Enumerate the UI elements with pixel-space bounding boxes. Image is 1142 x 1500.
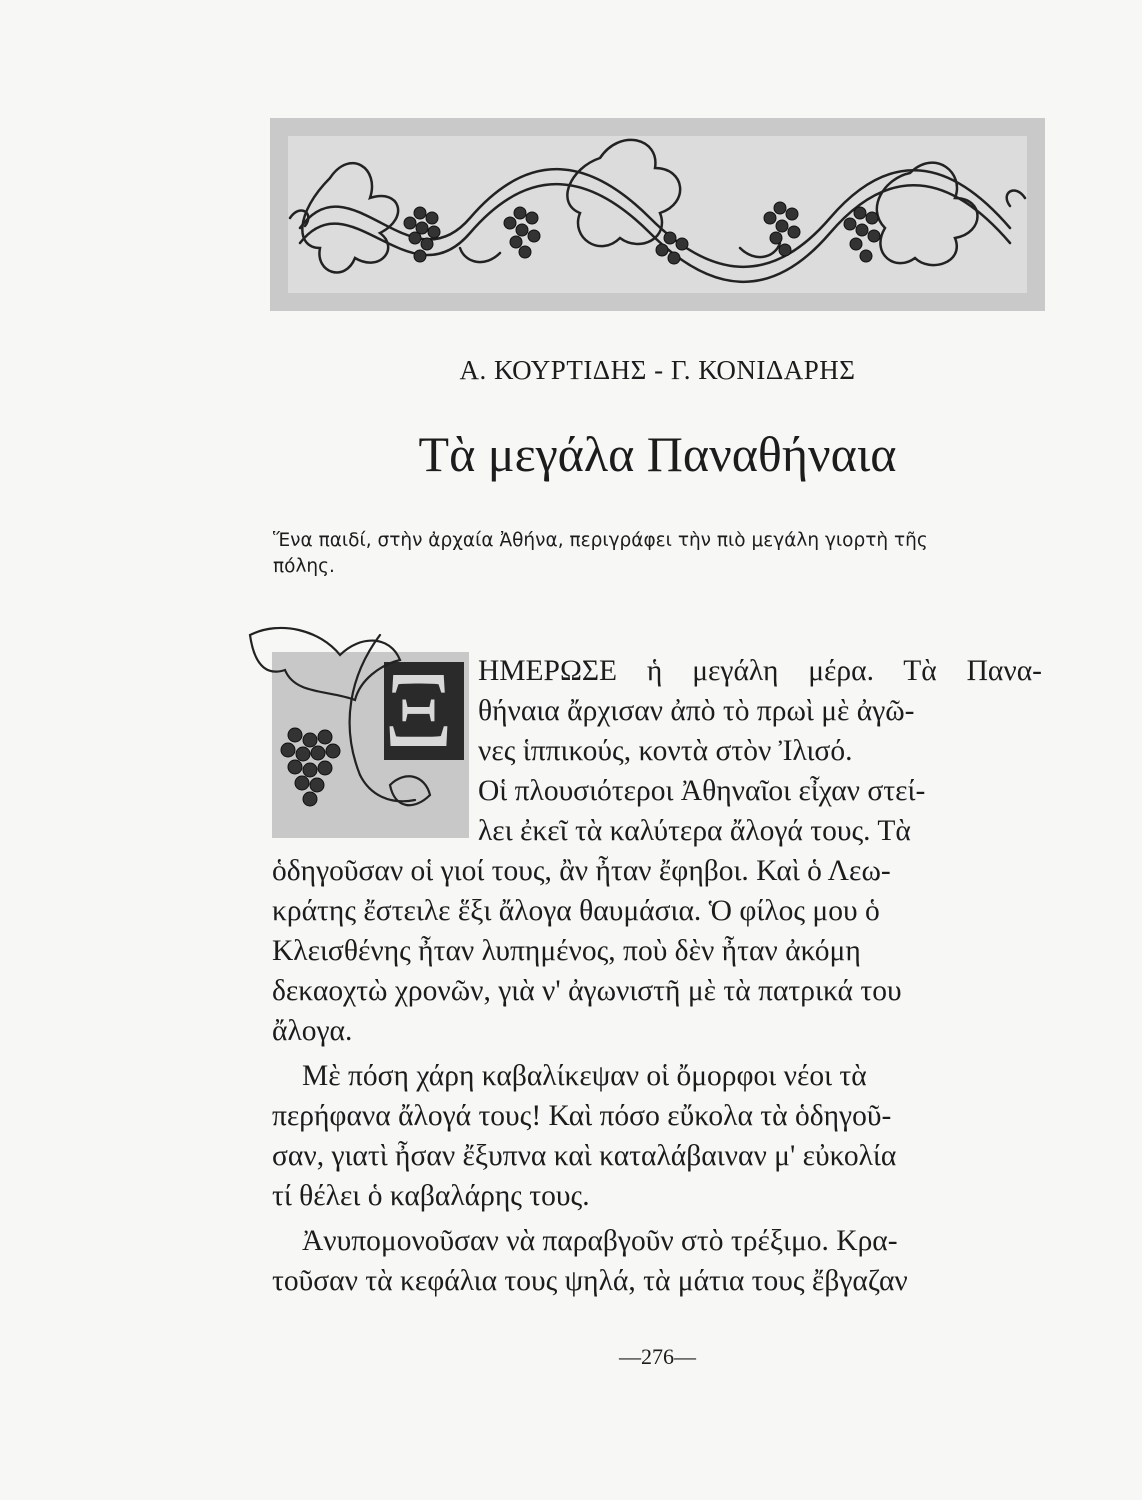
body-line: ΗΜΕΡΩΣΕ ἡ μεγάλη μέρα. Τὰ Πανα- [478, 655, 1042, 687]
body-line: ὁδηγοῦσαν οἱ γιοί τους, ἂν ἦταν ἔφηβοι. Καὶ ὁ Λεω- [272, 855, 891, 887]
body-line: νες ἱππικούς, κοντὰ στὸν Ἰλισό. [478, 735, 853, 767]
body-line: Ἀνυπομονοῦσαν νὰ παραβγοῦν στὸ τρέξιμο. Κρα- [302, 1225, 898, 1257]
subtitle-line: Ἕνα παιδί, στὴν ἀρχαία Ἀθήνα, περιγράφει τὴν πιὸ μεγάλη γιορτὴ τῆς [273, 530, 928, 551]
body-line: Κλεισθένης ἦταν λυπημένος, ποὺ δὲν ἦταν ἀκόμη [272, 935, 861, 967]
body-line: ἄλογα. [272, 1015, 353, 1047]
chapter-subtitle [273, 528, 1045, 580]
body-line: κράτης ἔστειλε ἕξι ἄλογα θαυμάσια. Ὁ φίλος μου ὁ [272, 895, 880, 927]
authors-line: Α. ΚΟΥΡΤΙΔΗΣ - Γ. ΚΟΝΙΔΑΡΗΣ [459, 355, 856, 385]
body-line: δεκαοχτὼ χρονῶν, γιὰ ν' ἀγωνιστῆ μὲ τὰ πατρικά του [272, 975, 902, 1007]
dropcap-letter: Ξ [383, 651, 454, 770]
page-number: —276— [619, 1344, 696, 1369]
vine-banner-ornament [270, 118, 1045, 311]
body-line: τί θέλει ὁ καβαλάρης τους. [272, 1180, 590, 1212]
body-line: λει ἐκεῖ τὰ καλύτερα ἄλογά τους. Τὰ [478, 815, 911, 847]
body-line: περήφανα ἄλογά τους! Καὶ πόσο εὔκολα τὰ ὁδηγοῦ- [272, 1100, 892, 1132]
chapter-title: Τὰ μεγάλα Παναθήναια [418, 426, 897, 482]
body-line: Οἱ πλουσιότεροι Ἀθηναῖοι εἶχαν στεί- [478, 775, 926, 807]
body-line: Μὲ πόση χάρη καβαλίκεψαν οἱ ὄμορφοι νέοι τὰ [302, 1060, 867, 1092]
body-line: τοῦσαν τὰ κεφάλια τους ψηλά, τὰ μάτια τους ἔβγαζαν [272, 1265, 908, 1297]
dropcap-vine-icon [240, 615, 480, 845]
grapevine-illustration [270, 118, 1045, 311]
subtitle-line: πόλης. [273, 556, 335, 577]
body-line: σαν, γιατὶ ἦσαν ἔξυπνα καὶ καταλάβαιναν μ' εὐκολία [272, 1140, 897, 1172]
body-line: θήναια ἄρχισαν ἀπὸ τὸ πρωὶ μὲ ἀγῶ- [478, 695, 915, 727]
